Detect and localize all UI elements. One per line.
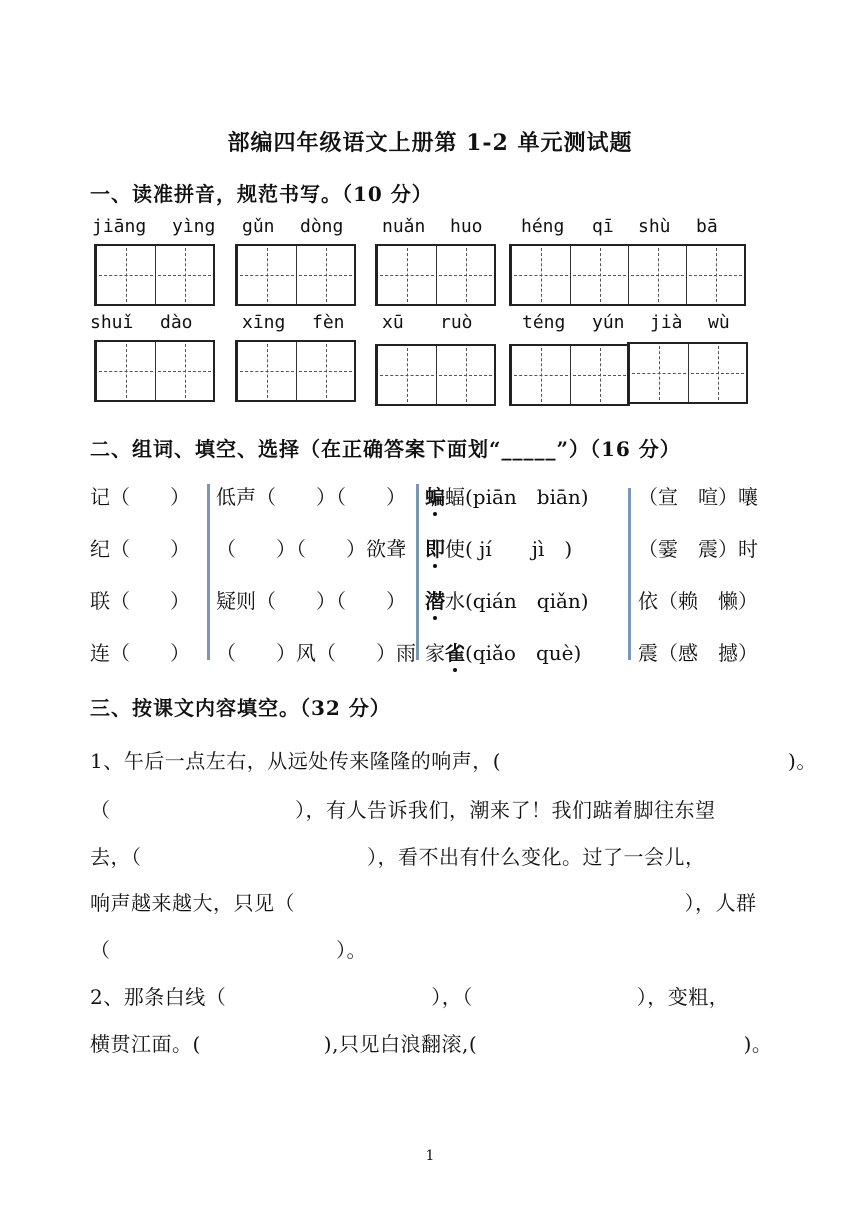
pinyin: nuǎn (382, 216, 426, 237)
fill-blank-line: 1、午后一点左右，从远处传来隆隆的响声，( )。 (90, 749, 817, 773)
writing-grid[interactable] (235, 244, 356, 306)
pinyin: wù (708, 312, 730, 333)
idiom-item: 低声（ ）（ ） (216, 485, 406, 509)
pinyin: xū (382, 312, 404, 333)
dotted-char: 雀 (445, 637, 465, 666)
writing-grid[interactable] (375, 344, 496, 406)
pinyin: qī (592, 216, 614, 237)
dotted-char: 蝙 (425, 481, 445, 510)
pinyin: xīng (242, 312, 286, 333)
page-number: 1 (425, 1148, 435, 1164)
word-choice: 依（赖 懒） (638, 589, 758, 613)
pinyin: fèn (312, 312, 345, 333)
pinyin: jià (650, 312, 683, 333)
pinyin: dòng (300, 216, 344, 237)
pinyin: huo (450, 216, 483, 237)
idiom-item: 疑则（ ）（ ） (216, 589, 406, 613)
pinyin: gǔn (242, 216, 275, 237)
pinyin: héng (521, 216, 565, 237)
fill-blank-line: （ ）。 (90, 938, 367, 962)
pinyin-choice: 家雀(qiǎo què) (425, 637, 581, 666)
writing-grid[interactable] (94, 244, 215, 306)
word-choice: （宣 喧）嚷 (638, 485, 758, 509)
section2-heading: 二、组词、填空、选择（在正确答案下面划“_____”）（16 分） (90, 437, 681, 461)
pinyin: shù (638, 216, 671, 237)
writing-grid[interactable] (235, 340, 356, 402)
pinyin-choice: 潜水(qián qiǎn) (425, 585, 589, 614)
fill-blank-line: 2、那条白线（ ），（ ），变粗， (90, 985, 730, 1009)
fill-blank-line: （ ），有人告诉我们，潮来了！我们踮着脚往东望 (90, 798, 716, 822)
word-item: 记（ ） (90, 485, 190, 509)
section1-heading: 一、读准拼音，规范书写。（10 分） (90, 182, 433, 206)
idiom-item: （ ）（ ）欲聋 (216, 537, 406, 561)
writing-grid[interactable] (375, 244, 496, 306)
idiom-item: （ ）风（ ）雨 (216, 641, 416, 665)
pinyin: shuǐ (90, 312, 134, 333)
pinyin-choice: 即使( jí jì ) (425, 533, 572, 562)
word-item: 纪（ ） (90, 537, 190, 561)
word-choice: 震（感 撼） (638, 641, 758, 665)
dotted-char: 即 (425, 533, 445, 562)
fill-blank-line: 横贯江面。( ),只见白浪翻滚,( )。 (90, 1032, 773, 1056)
pinyin: jiāng (92, 216, 147, 237)
pinyin-choice: 蝙蝠(piān biān) (425, 481, 589, 510)
page-title: 部编四年级语文上册第 1-2 单元测试题 (227, 130, 633, 156)
pinyin: bā (696, 216, 718, 237)
pinyin: ruò (440, 312, 473, 333)
pinyin: téng (522, 312, 566, 333)
writing-grid[interactable] (627, 342, 748, 404)
dotted-char: 潜 (425, 585, 445, 614)
writing-grid[interactable] (94, 340, 215, 402)
writing-grid[interactable] (509, 344, 630, 406)
word-item: 联（ ） (90, 589, 190, 613)
fill-blank-line: 响声越来越大，只见（ ），人群 (90, 891, 757, 915)
fill-blank-line: 去，（ ），看不出有什么变化。过了一会儿， (90, 845, 706, 869)
writing-grid[interactable] (509, 244, 746, 306)
word-choice: （霎 震）时 (638, 537, 758, 561)
pinyin: yún (592, 312, 625, 333)
section3-heading: 三、按课文内容填空。（32 分） (90, 696, 391, 720)
word-item: 连（ ） (90, 641, 190, 665)
pinyin: dào (160, 312, 193, 333)
column-divider (416, 484, 419, 660)
pinyin: yìng (172, 216, 216, 237)
column-divider (628, 488, 631, 660)
column-divider (207, 484, 210, 660)
